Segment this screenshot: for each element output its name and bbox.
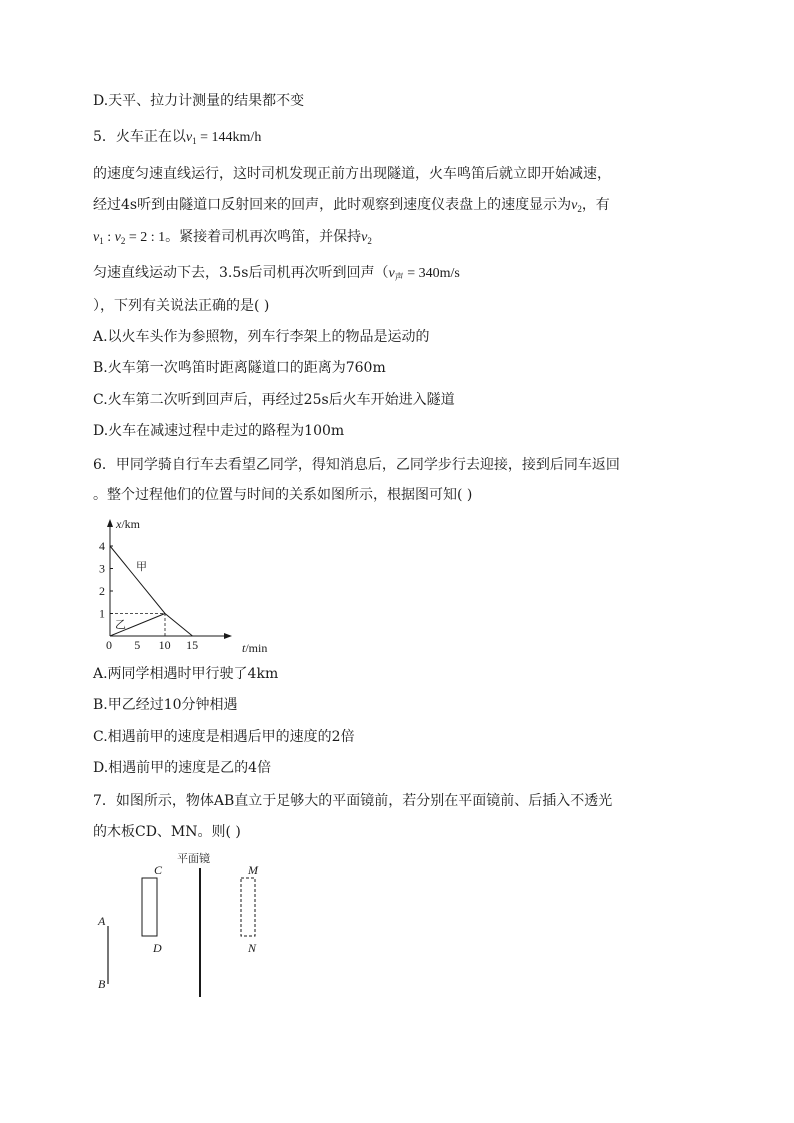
y-axis-label: x/km — [116, 517, 140, 531]
y-tick-label: 2 — [99, 584, 105, 598]
v1-value: 144km/h — [211, 130, 262, 145]
label-n: N — [248, 941, 257, 955]
label-a: A — [98, 914, 106, 928]
q5-option-d: D.火车在减速过程中走过的路程为100m — [93, 423, 345, 439]
x-tick-label: 10 — [158, 638, 171, 652]
v-sound-symbol: $v_声$ — [388, 266, 404, 282]
q5-line-2: 的速度匀速直线运行，这时司机发现正前方出现隧道，火车鸣笛后就立即开始减速， — [93, 166, 611, 182]
q5-option-c: C.火车第二次听到回声后，再经过25s后火车开始进入隧道 — [93, 392, 455, 408]
v2-symbol: $v_2$ — [571, 198, 582, 214]
y-tick-label: 3 — [99, 561, 105, 576]
q6-option-b: B.甲乙经过10分钟相遇 — [93, 697, 238, 713]
v1-symbol: $v_1$ — [185, 130, 197, 146]
x-axis-label: t/min — [242, 641, 268, 655]
q6-option-a: A.两同学相遇时甲行驶了4km — [93, 666, 279, 682]
q6-line-1: 6．甲同学骑自行车去看望乙同学，得知消息后，乙同学步行去迎接，接到后同车返回 — [93, 457, 620, 473]
q5-line-1: 5．火车正在以$v_1 = 144km/h$ — [93, 129, 262, 146]
y-tick-label: 4 — [99, 539, 105, 553]
q7-line-2: 的木板CD、MN。则( ) — [93, 824, 241, 840]
label-jia: 甲 — [136, 560, 147, 573]
board-cd — [142, 878, 157, 936]
q5-line-3-text: 经过4s听到由隧道口反射回来的回声，此时观察到速度仪表盘上的速度显示为 — [93, 197, 572, 213]
y-axis-arrow — [107, 519, 113, 527]
q7-line-1: 7．如图所示，物体AB直立于足够大的平面镜前，若分别在平面镜前、后插入不透光 — [93, 793, 613, 809]
q5-prefix: 5．火车正在以 — [93, 129, 186, 145]
ratio-symbol: $v_1$ : $v_2$ — [93, 230, 126, 246]
q6-option-c: C.相遇前甲的速度是相遇后甲的速度的2倍 — [93, 729, 355, 745]
q5-option-b: B.火车第一次鸣笛时距离隧道口的距离为760m — [93, 360, 386, 376]
board-mn — [241, 878, 255, 936]
label-b: B — [98, 977, 106, 991]
q4-option-d: D.天平、拉力计测量的结果都不变 — [93, 93, 305, 109]
label-m: M — [248, 863, 258, 877]
mirror-label: 平面镜 — [177, 852, 210, 865]
q6-line-2: 。整个过程他们的位置与时间的关系如图所示，根据图可知( ) — [93, 487, 473, 503]
x-axis-arrow — [224, 633, 232, 639]
q5-line-4-mid: 。紧接着司机再次鸣笛，并保持 — [165, 229, 362, 245]
y-tick-label: 1 — [99, 606, 105, 621]
q5-line-3-end: ，有 — [581, 197, 610, 213]
v2-symbol-2: $v_2$ — [361, 230, 372, 246]
x-tick-label: 15 — [186, 638, 199, 652]
label-c: C — [154, 863, 163, 877]
tick-labels — [99, 539, 198, 652]
label-d: D — [153, 941, 162, 955]
ratio-value: = 2 : 1 — [128, 230, 166, 245]
mirror-figure — [97, 851, 259, 997]
q6-option-d: D.相遇前甲的速度是乙的4倍 — [93, 760, 272, 776]
q5-line-6: ），下列有关说法正确的是( ) — [93, 298, 270, 314]
x-tick-label: 0 — [106, 638, 112, 652]
label-yi: 乙 — [115, 618, 126, 631]
q5-line-5-text: 匀速直线运动下去，3.5s后司机再次听到回声（ — [93, 265, 389, 281]
q5-option-a: A.以火车头作为参照物，列车行李架上的物品是运动的 — [93, 329, 430, 345]
v-sound-value: = 340m/s — [407, 266, 460, 281]
x-tick-label: 5 — [134, 638, 141, 652]
